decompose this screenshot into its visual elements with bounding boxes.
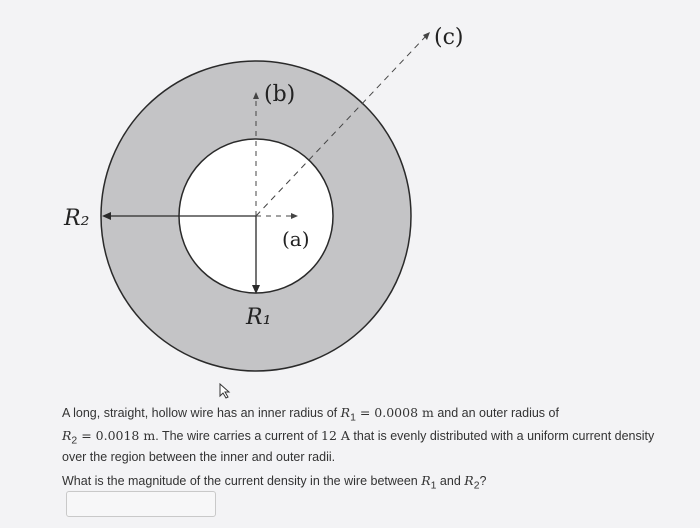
problem-text-4: that is evenly distributed with a uniform current density over the region between the inner and outer radii.	[62, 428, 655, 464]
question-r2-subscript: 2	[473, 480, 480, 492]
question-r2-symbol: R	[464, 473, 474, 488]
r2-subscript: 2	[71, 435, 78, 446]
r2-symbol: R	[62, 427, 72, 443]
question-prompt	[62, 473, 682, 492]
problem-text-3: . The wire carries a current of	[155, 428, 322, 443]
answer-input[interactable]	[66, 491, 216, 517]
label-a: (a)	[282, 227, 310, 251]
label-c: (c)	[434, 25, 464, 50]
r1-value: = 0.0008 m	[355, 405, 434, 420]
r1-symbol: R	[340, 405, 351, 420]
mouse-pointer-icon	[218, 383, 232, 399]
problem-text-2: and an outer radius of	[433, 406, 559, 420]
label-b: (b)	[264, 82, 296, 107]
problem-text-1: A long, straight, hollow wire has an inner radius of	[62, 406, 341, 420]
label-r2: R₂	[64, 206, 90, 231]
c-arrowhead	[423, 32, 430, 40]
current-value: 12 A	[321, 427, 350, 443]
question-text: What is the magnitude of the current density in the wire between	[62, 474, 422, 488]
r1-subscript: 1	[350, 412, 356, 424]
question-r1-subscript: 1	[430, 480, 437, 492]
question-end: ?	[479, 474, 487, 488]
question-r1-symbol: R	[421, 473, 431, 488]
r2-value: = 0.0018 m	[77, 427, 156, 443]
question-and: and	[436, 474, 465, 488]
problem-statement	[62, 404, 682, 466]
label-r1: R₁	[246, 305, 272, 330]
